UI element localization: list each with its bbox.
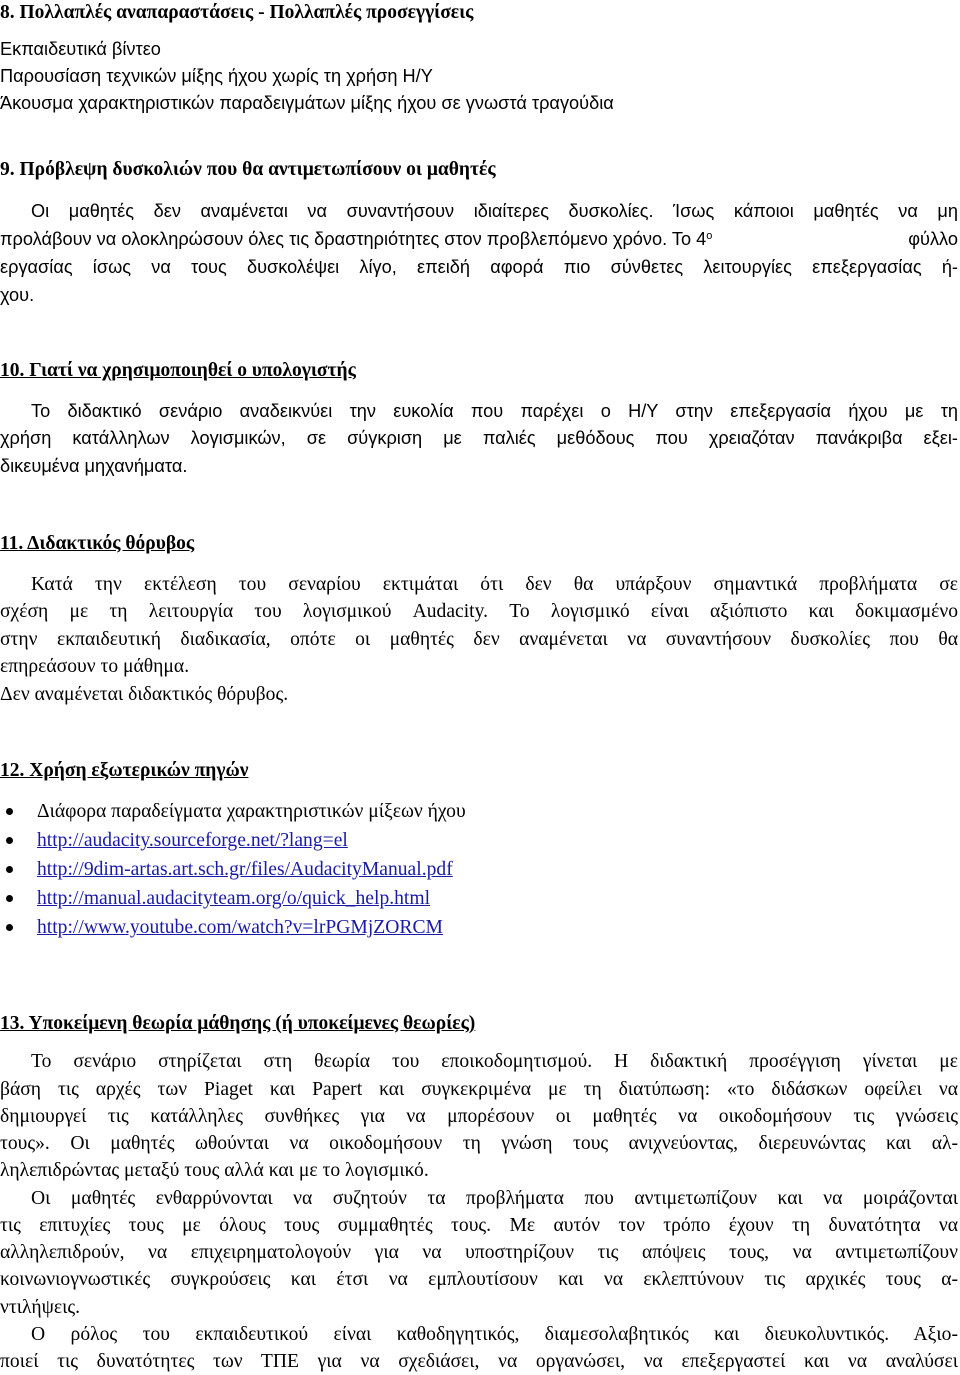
section-13-line: Οι μαθητές ενθαρρύνονται να συζητούν τα προβλήματα που αντιμετωπίζουν και να μοιράζονται <box>31 1188 958 1209</box>
bullet-icon <box>6 924 13 931</box>
resource-link-audacity-manual-pdf[interactable]: http://9dim-artas.art.sch.gr/files/AudacityManual.pdf <box>37 859 453 880</box>
ordinal-superscript: ο <box>706 230 713 242</box>
bullet-icon <box>6 895 13 902</box>
bullet-icon <box>6 808 13 815</box>
resource-link-youtube[interactable]: http://www.youtube.com/watch?v=lrPGMjZORCM <box>37 917 443 938</box>
section-13-line: ποιεί τις δυνατότητες των ΤΠΕ για να σχεδιάσει, να οργανώσει, να επεξεργαστεί και να αναλύσει <box>0 1351 958 1372</box>
section-13-line: Ο ρόλος του εκπαιδευτικού είναι καθοδηγητικός, διαμεσολαβητικός και διευκολυντικός. Αξιο- <box>31 1324 958 1345</box>
section-9-line-2 <box>0 226 958 252</box>
section-11-heading: 11. Διδακτικός θόρυβος <box>0 533 195 554</box>
section-10-line: χρήση κατάλληλων λογισμικών, σε σύγκριση με παλιές μεθόδους που χρειαζόταν πανάκριβα εξει- <box>0 428 958 448</box>
section-10-heading: 10. Γιατί να χρησιμοποιηθεί ο υπολογιστής <box>0 360 356 381</box>
section-8-heading: 8. Πολλαπλές αναπαραστάσεις - Πολλαπλές προσεγγίσεις <box>0 2 474 23</box>
section-9-line: Οι μαθητές δεν αναμένεται να συναντήσουν ιδιαίτερες δυσκολίες. Ίσως κάποιοι μαθητές να μη <box>31 201 958 221</box>
section-13-line: κοινωνιογνωστικές συγκρούσεις και έτσι να εμπλουτίσουν και να εκλεπτύνουν τις αρχικές τους α- <box>0 1269 958 1290</box>
section-12-heading: 12. Χρήση εξωτερικών πηγών <box>0 760 249 781</box>
section-10-line: Το διδακτικό σενάριο αναδεικνύει την ευκολία που παρέχει ο Η/Υ στην επεξεργασία ήχου με τη <box>31 401 958 421</box>
section-13-line: αλληλεπιδρούν, να επιχειρηματολογούν για να υποστηρίζουν τις απόψεις τους, να αντιμετωπίζουν <box>0 1242 958 1263</box>
section-11-line: σχέση με τη λειτουργία του λογισμικού Audacity. Το λογισμικό είναι αξιόπιστο και δοκιμασμένο <box>0 601 958 622</box>
section-8-line: Εκπαιδευτικά βίντεο <box>0 39 161 59</box>
resource-link-audacity-quick-help[interactable]: http://manual.audacityteam.org/o/quick_help.html <box>37 888 431 909</box>
section-9-line-2-text: προλάβουν να ολοκληρώσουν όλες τις δραστηριότητες στον προβλεπόμενο χρόνο. Το $4^o$ <box>0 229 713 249</box>
section-9-line: χου. <box>0 285 35 305</box>
section-9-line-2-end: φύλλο <box>908 229 958 249</box>
bullet-icon <box>6 837 13 844</box>
section-13-line: ληλεπιδρώντας μεταξύ τους αλλά και με το λογισμικό. <box>0 1160 429 1181</box>
section-13-line: Το σενάριο στηρίζεται στη θεωρία του εποικοδομητισμού. Η διδακτική προσέγγιση γίνεται με <box>31 1051 958 1072</box>
section-10-line: δικευμένα μηχανήματα. <box>0 456 188 476</box>
section-13-line: τους». Οι μαθητές ωθούνται να οικοδομήσουν τη γνώση τους ανιχνεύοντας, διερευνώντας και αλ- <box>0 1133 958 1154</box>
section-11-line: Δεν αναμένεται διδακτικός θόρυβος. <box>0 684 289 705</box>
resource-item: Διάφορα παραδείγματα χαρακτηριστικών μίξεων ήχου <box>37 801 466 822</box>
section-9-heading: 9. Πρόβλεψη δυσκολιών που θα αντιμετωπίσουν οι μαθητές <box>0 159 496 180</box>
section-13-line: βάση τις αρχές των Piaget και Papert και συγκεκριμένα με τη διατύπωση: «το διδάσκων οφείλει να <box>0 1079 958 1100</box>
section-11-line: Κατά την εκτέλεση του σεναρίου εκτιμάται ότι δεν θα υπάρξουν σημαντικά προβλήματα σε <box>31 574 958 595</box>
section-11-line: στην εκπαιδευτική διαδικασία, οπότε οι μαθητές δεν αναμένεται να συναντήσουν δυσκολίες που θα <box>0 629 958 650</box>
resource-link-audacity-sourceforge[interactable]: http://audacity.sourceforge.net/?lang=el <box>37 830 348 851</box>
section-13-line: τις επιτυχίες τους με όλους τους συμμαθητές τους. Με αυτόν τον τρόπο έχουν τη δυνατότητα να <box>0 1215 958 1236</box>
section-13-line: δημιουργεί τις κατάλληλες συνθήκες για να μπορέσουν οι μαθητές να οικοδομήσουν τις γνώσεις <box>0 1106 958 1127</box>
section-9-line: εργασίας ίσως να τους δυσκολέψει λίγο, επειδή αφορά πιο σύνθετες λειτουργίες επεξεργασίας ή- <box>0 257 958 277</box>
section-8-line: Άκουσμα χαρακτηριστικών παραδειγμάτων μίξης ήχου σε γνωστά τραγούδια <box>0 93 614 113</box>
bullet-icon <box>6 866 13 873</box>
section-8-line: Παρουσίαση τεχνικών μίξης ήχου χωρίς τη χρήση Η/Υ <box>0 66 433 86</box>
section-11-line: επηρεάσουν το μάθημα. <box>0 656 190 677</box>
section-13-line: ντιλήψεις. <box>0 1297 81 1318</box>
section-13-heading: 13. Υποκείμενη θεωρία μάθησης (ή υποκείμενες θεωρίες) <box>0 1013 476 1034</box>
